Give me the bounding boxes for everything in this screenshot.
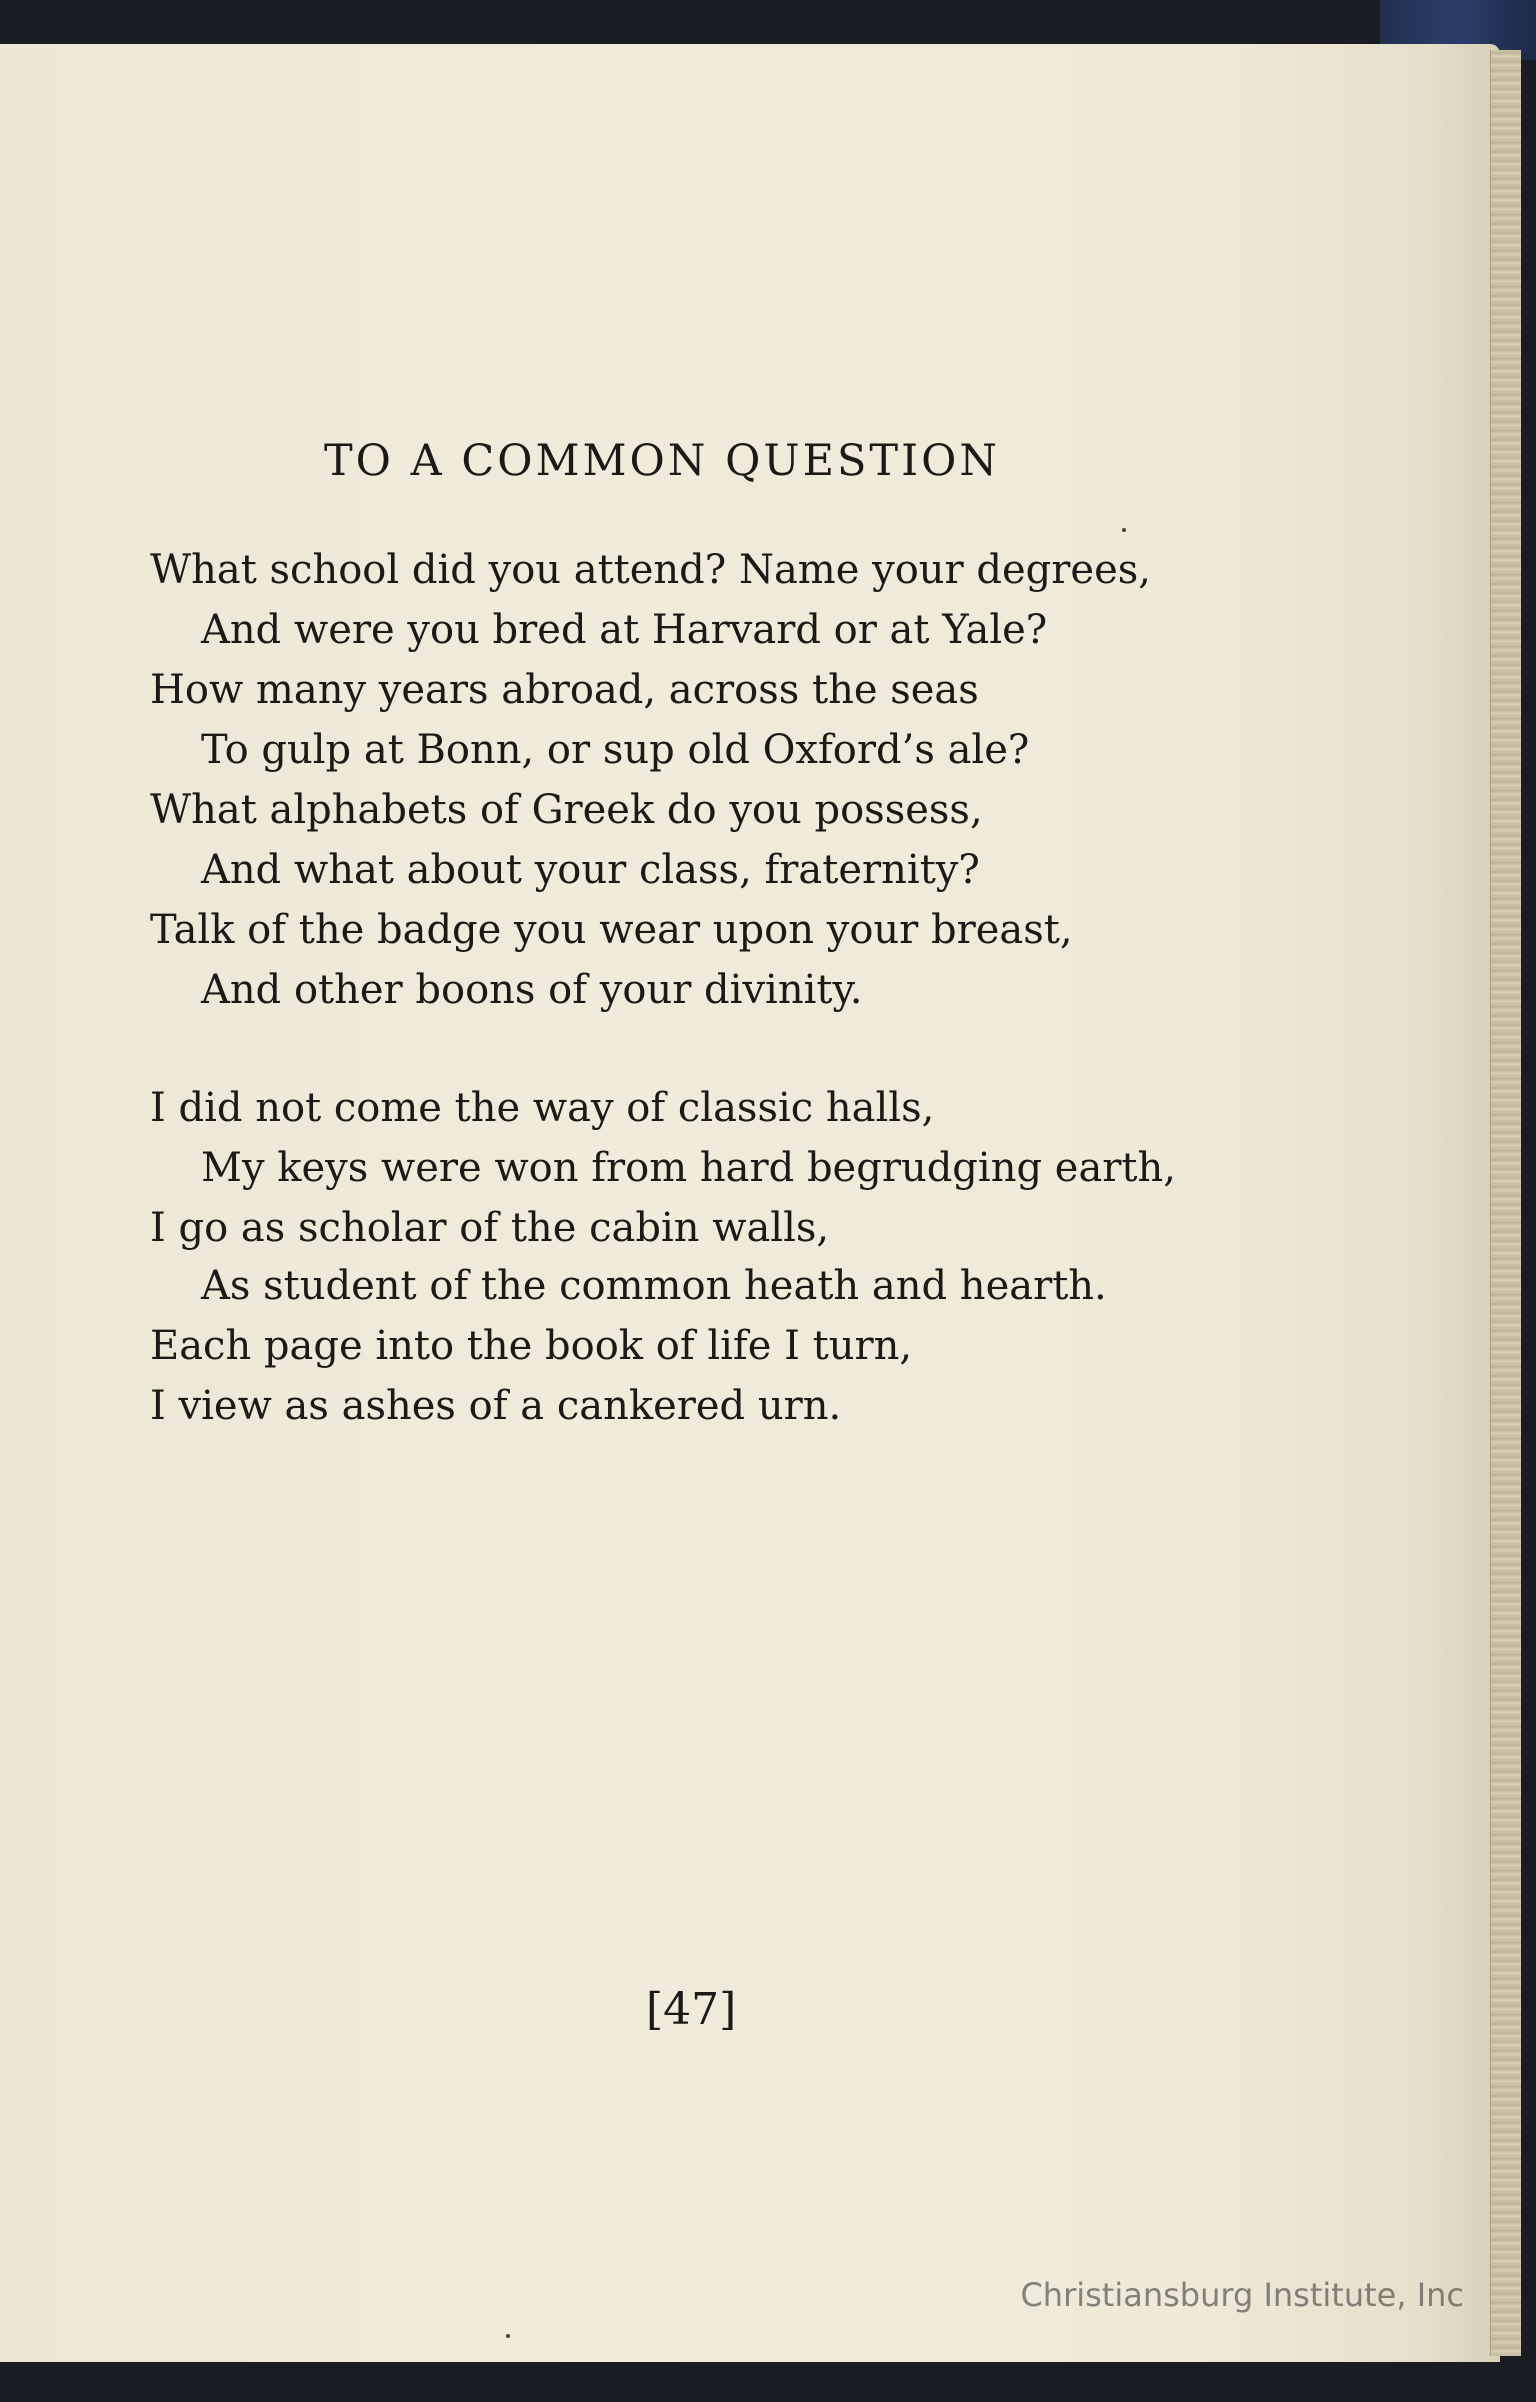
watermark: Christiansburg Institute, Inc bbox=[1020, 2276, 1464, 2314]
poem-line: I did not come the way of classic halls, bbox=[150, 1085, 935, 1131]
poem-line: And were you bred at Harvard or at Yale? bbox=[201, 607, 1048, 653]
paper-speck bbox=[506, 2334, 510, 2338]
poem-line: I view as ashes of a cankered urn. bbox=[150, 1383, 842, 1429]
poem-line: What alphabets of Greek do you possess, bbox=[150, 787, 983, 833]
poem-line: Talk of the badge you wear upon your breast, bbox=[150, 907, 1073, 953]
book-page bbox=[0, 44, 1500, 2362]
poem-line: How many years abroad, across the seas bbox=[150, 667, 979, 713]
poem-line: Each page into the book of life I turn, bbox=[150, 1323, 913, 1369]
poem-line: To gulp at Bonn, or sup old Oxford’s ale? bbox=[201, 727, 1030, 773]
page-number: [47] bbox=[646, 1984, 737, 2035]
page-edge bbox=[1490, 50, 1521, 2356]
poem-title: TO A COMMON QUESTION bbox=[324, 436, 1000, 486]
poem-line: And what about your class, fraternity? bbox=[201, 847, 980, 893]
poem-line: I go as scholar of the cabin walls, bbox=[150, 1205, 830, 1251]
poem-line: What school did you attend? Name your degrees, bbox=[150, 547, 1151, 593]
paper-speck bbox=[1122, 528, 1126, 532]
poem-line: My keys were won from hard begrudging earth, bbox=[201, 1145, 1176, 1191]
poem-line: And other boons of your divinity. bbox=[201, 967, 863, 1013]
poem-line: As student of the common heath and hearth. bbox=[201, 1263, 1107, 1309]
